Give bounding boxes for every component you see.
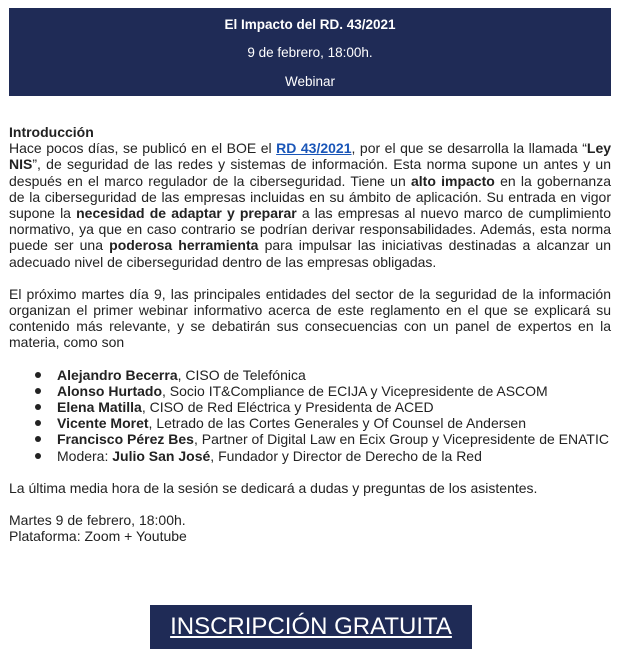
intro-text: a las empresas al nuevo marco de cumplimiento normativo, ya que en caso contrario se podrían derivar responsabilidades. Además, esta norma puede ser una bbox=[9, 205, 611, 254]
event-banner bbox=[9, 8, 611, 96]
bullet-icon bbox=[35, 372, 41, 378]
speaker-name: Francisco Pérez Bes bbox=[57, 431, 194, 448]
list-item bbox=[35, 448, 611, 464]
speaker-role: , Partner of Digital Law en Ecix Group y Vicepresidente de ENATIC bbox=[193, 431, 609, 448]
moderator-prefix: Modera: bbox=[57, 447, 113, 464]
intro-bold-text: Ley NIS bbox=[9, 140, 612, 173]
intro-text: Hace pocos días, se publicó en el BOE el bbox=[9, 140, 277, 157]
rd-43-2021-link[interactable]: RD 43/2021 bbox=[276, 140, 352, 157]
speaker-role: , CISO de Telefónica bbox=[177, 366, 306, 383]
list-item bbox=[35, 415, 611, 431]
bullet-icon bbox=[35, 436, 41, 442]
speaker-name: Julio San José bbox=[112, 447, 211, 464]
bullet-icon bbox=[35, 453, 41, 459]
speaker-list bbox=[9, 367, 611, 464]
intro-text: en la gobernanza de la ciberseguridad de las empresas incluidas en su ámbito de aplicación. Su entrada en vigor supone la bbox=[9, 172, 611, 222]
intro-bold-text: poderosa herramienta bbox=[109, 237, 259, 254]
speaker-name: Alejandro Becerra bbox=[57, 366, 178, 383]
intro-paragraph bbox=[9, 124, 611, 270]
speaker-role: , Letrado de las Cortes Generales y Of Counsel de Andersen bbox=[148, 415, 526, 432]
speaker-role: , CISO de Red Eléctrica y Presidenta de ACED bbox=[141, 399, 434, 416]
intro-text: , por el que se desarrolla la llamada “ bbox=[351, 140, 587, 157]
speaker-name: Vicente Moret bbox=[57, 415, 149, 432]
event-title: El Impacto del RD. 43/2021 bbox=[224, 17, 396, 32]
intro-heading: Introducción bbox=[9, 124, 94, 140]
intro-text: para impulsar las iniciativas destinadas a alcanzar un adecuado nivel de ciberseguridad dentro de las empresas obligadas. bbox=[9, 237, 611, 270]
intro-text: ”, de seguridad de las redes y sistemas de información. Esta norma supone un antes y un después en el marco regulador de la ciberseguridad. Tiene un bbox=[9, 156, 611, 189]
qa-note: La última media hora de la sesión se dedicará a dudas y preguntas de los asistentes. bbox=[9, 479, 538, 496]
speaker-role: , Fundador y Director de Derecho de la Red bbox=[210, 447, 482, 464]
speaker-role: , Socio IT&Compliance de ECIJA y Vicepresidente de ASCOM bbox=[162, 382, 548, 399]
speaker-name: Elena Matilla bbox=[57, 399, 142, 416]
bullet-icon bbox=[35, 420, 41, 426]
register-button[interactable]: INSCRIPCIÓN GRATUITA bbox=[150, 605, 472, 649]
event-format: Webinar bbox=[284, 74, 336, 89]
list-item bbox=[35, 431, 611, 447]
bullet-icon bbox=[35, 388, 41, 394]
bullet-icon bbox=[35, 404, 41, 410]
intro-bold-text: necesidad de adaptar y preparar bbox=[76, 205, 297, 222]
email-body bbox=[9, 124, 611, 544]
intro-bold-text: alto impacto bbox=[410, 172, 495, 189]
event-date: 9 de febrero, 18:00h. bbox=[247, 45, 373, 60]
schedule-platform: Plataforma: Zoom + Youtube bbox=[9, 528, 187, 545]
list-item bbox=[35, 383, 611, 399]
list-item bbox=[35, 399, 611, 415]
list-item bbox=[35, 367, 611, 383]
speaker-name: Alonso Hurtado bbox=[57, 382, 162, 399]
webinar-description: El próximo martes día 9, las principales entidades del sector de la seguridad de la información organizan el primer webinar informativo acerca de este reglamento en el que se explicará su contenido más relevante, y se debatirán sus consecuencias con un panel de expertos en la materia, como son bbox=[9, 285, 611, 351]
schedule-date: Martes 9 de febrero, 18:00h. bbox=[9, 512, 186, 529]
